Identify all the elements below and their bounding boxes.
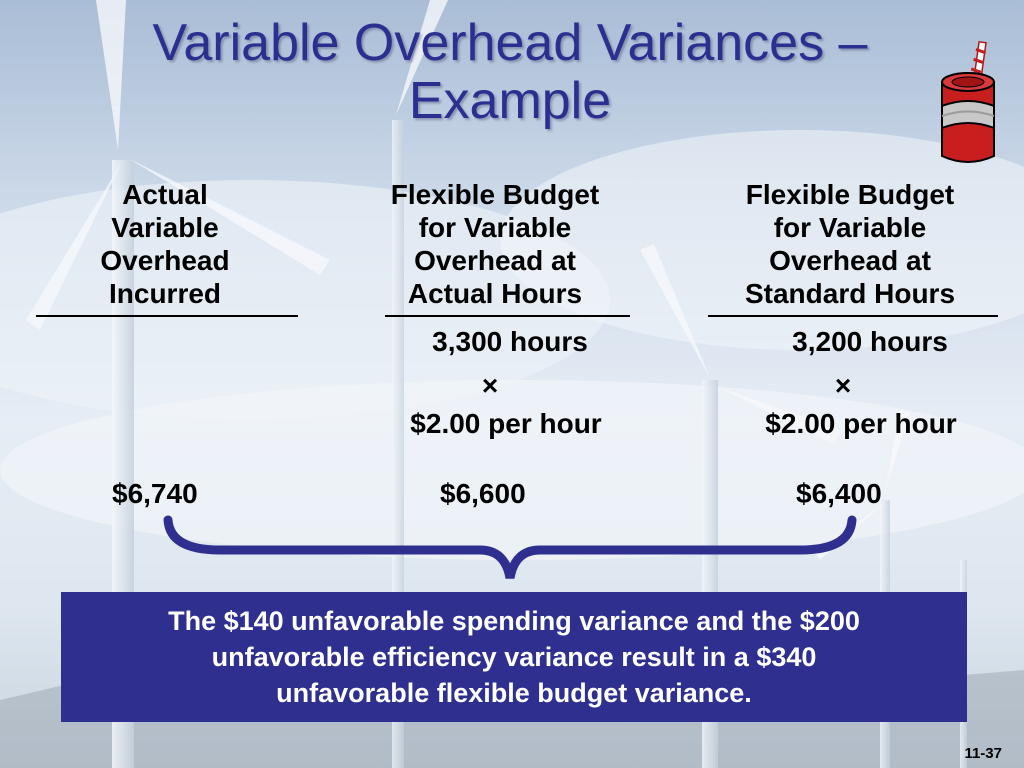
summary-line: unfavorable flexible budget variance. xyxy=(276,678,752,708)
header-line: for Variable xyxy=(418,212,572,243)
calc-hours: 3,300 hours xyxy=(432,326,588,357)
slide-page-number: 11-37 xyxy=(964,745,1002,762)
multiply-sign: × xyxy=(834,370,852,401)
amount-actual: $6,740 xyxy=(112,478,198,509)
column-flexible-budget-actual-hours xyxy=(370,178,620,310)
column-actual-overhead xyxy=(40,178,290,310)
soda-can-icon xyxy=(936,40,1000,170)
header-line: Overhead at xyxy=(769,245,931,276)
column-divider-line xyxy=(36,315,298,317)
multiply-sign: × xyxy=(481,370,499,401)
header-line: Standard Hours xyxy=(744,278,956,309)
column-divider-line xyxy=(385,315,630,317)
variance-summary-box xyxy=(61,592,967,722)
column-header xyxy=(710,178,990,310)
header-line: Overhead xyxy=(100,245,230,276)
curly-brace-icon xyxy=(160,510,860,585)
column-header xyxy=(40,178,290,310)
calc-rate: $2.00 per hour xyxy=(765,408,957,439)
amount-flexible-actual-hours: $6,600 xyxy=(440,478,526,509)
header-line: Variable xyxy=(111,212,219,243)
slide-title xyxy=(60,14,960,130)
amount-flexible-standard-hours: $6,400 xyxy=(796,478,882,509)
calc-rate: $2.00 per hour xyxy=(410,408,602,439)
title-line-2: Example xyxy=(408,72,612,130)
header-line: Actual xyxy=(122,179,208,210)
column-header xyxy=(370,178,620,310)
column-divider-line xyxy=(708,315,998,317)
header-line: Flexible Budget xyxy=(390,179,600,210)
summary-line: unfavorable efficiency variance result in a $340 xyxy=(211,642,817,672)
header-line: Incurred xyxy=(108,278,222,309)
summary-line: The $140 unfavorable spending variance and the $200 xyxy=(168,606,860,636)
calc-hours: 3,200 hours xyxy=(792,326,948,357)
header-line: Flexible Budget xyxy=(745,179,955,210)
column-flexible-budget-standard-hours xyxy=(710,178,990,310)
title-line-1: Variable Overhead Variances – xyxy=(152,14,868,72)
header-line: Actual Hours xyxy=(407,278,583,309)
header-line: for Variable xyxy=(773,212,927,243)
header-line: Overhead at xyxy=(414,245,576,276)
